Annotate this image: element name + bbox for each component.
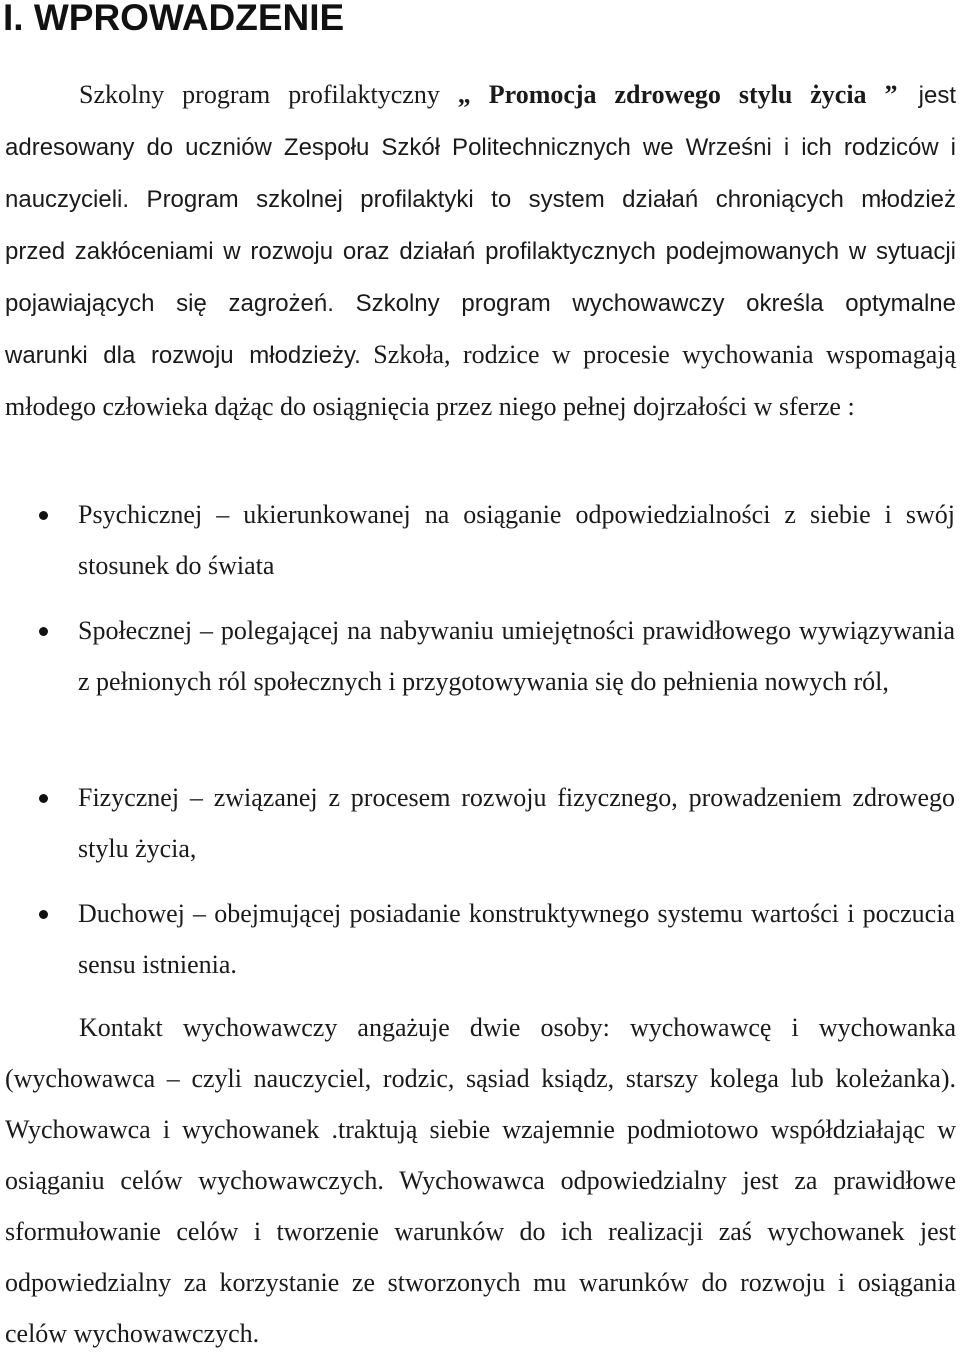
list-item (78, 489, 955, 591)
list-item-text: Duchowej – obejmującej posiadanie konstruktywnego systemu wartości i poczucia sensu istnienia. (78, 899, 955, 979)
intro-paragraph (5, 69, 956, 432)
bullet-icon (39, 794, 48, 803)
intro-lead-text: Szkolny program profilaktyczny (79, 80, 458, 109)
list-item (78, 605, 955, 707)
list-item (78, 888, 955, 990)
list-item-text: Społecznej – polegającej na nabywaniu umiejętności prawidłowego wywiązywania z pełnionych ról społecznych i przygotowywania się do pełnienia nowych ról, (78, 616, 955, 696)
intro-closing-text: Szkoła, rodzice w procesie wychowania wspomagają młodego człowieka dążąc do osiągnięcia przez niego pełnej dojrzałości w sferze : (5, 340, 956, 421)
contact-paragraph-text: Kontakt wychowawczy angażuje dwie osoby: wychowawcę i wychowanka (wychowawca – czyli nauczyciel, rodzic, sąsiad ksiądz, starszy kolega lub koleżanka). Wychowawca i wychowanek .traktują siebie wzajemnie podmiotowo współdziałając w osiąganiu celów wychowawczych. Wychowawca odpowiedzialny jest za prawidłowe sformułowanie celów i tworzenie warunków do ich realizacji zaś wychowanek jest odpowiedzialny za korzystanie ze stworzonych mu warunków do rozwoju i osiągania celów wychowawczych. (5, 1013, 956, 1348)
bullet-icon (39, 910, 48, 919)
list-item-text: Psychicznej – ukierunkowanej na osiąganie odpowiedzialności z siebie i swój stosunek do świata (78, 500, 955, 580)
section-heading: I. WPROWADZENIE (3, 0, 345, 38)
intro-body-text: jest adresowany do uczniów Zespołu Szkół Politechnicznych we Wrześni i ich rodziców i nauczycieli. Program szkolnej profilaktyki to system działań chroniących młodzież przed zakłóceniami w rozwoju oraz działań profilaktycznych podejmowanych w sytuacji pojawiających się zagrożeń. Szkolny program wychowawczy określa optymalne warunki dla rozwoju młodzieży. (5, 82, 956, 369)
contact-paragraph (5, 1002, 956, 1359)
list-item (78, 772, 955, 874)
bullet-icon (39, 511, 48, 520)
program-title: „ Promocja zdrowego stylu życia ” (457, 80, 898, 109)
bullet-icon (39, 627, 48, 636)
list-item-text: Fizycznej – związanej z procesem rozwoju fizycznego, prowadzeniem zdrowego stylu życia, (78, 783, 955, 863)
